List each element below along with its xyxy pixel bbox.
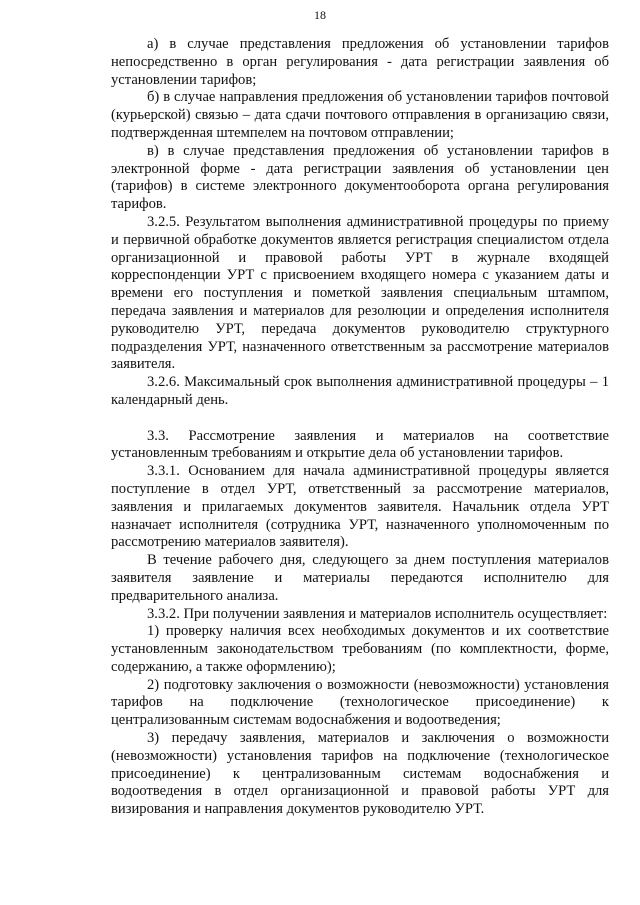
section-heading-3-3: 3.3. Рассмотрение заявления и материалов на соответствие установленным требованиям и открытие дела об установлении тарифов. xyxy=(111,427,609,462)
paragraph-3-3-1: 3.3.1. Основанием для начала административной процедуры является поступление в отдел УРТ, ответственный за рассмотрение материалов, заявления и прилагаемых документов заявителя. Начальник отдела УРТ назначает исполнителя (сотрудника УРТ, назначенного уполномоченным по рассмотрению материалов заявителя). xyxy=(111,463,609,551)
paragraph-working-day: В течение рабочего дня, следующего за днем поступления материалов заявителя заявление и материалы передаются исполнителю для предварительного анализа. xyxy=(111,552,609,604)
list-item-3: 3) передачу заявления, материалов и заключения о возможности (невозможности) установления тарифов на подключение (технологическое присоединение) к централизованным системам водоснабжения и водоотведения в отдел организационной и правовой работы УРТ для визирования и направления документов руководителю УРТ. xyxy=(111,730,609,818)
document-body xyxy=(111,36,609,819)
paragraph-b: б) в случае направления предложения об установлении тарифов почтовой (курьерской) связью – дата сдачи почтового отправления в организацию связи, подтвержденная штемпелем на почтовом отправлении; xyxy=(111,89,609,141)
paragraph-3-2-6: 3.2.6. Максимальный срок выполнения административной процедуры – 1 календарный день. xyxy=(111,374,609,408)
paragraph-a: а) в случае представления предложения об установлении тарифов непосредственно в орган регулирования - дата регистрации заявления об установлении тарифов; xyxy=(111,36,609,88)
paragraph-v: в) в случае представления предложения об установлении тарифов в электронной форме - дата регистрации заявления об установлении цен (тарифов) в системе электронного документооборота органа регулирования тарифов. xyxy=(111,142,609,213)
paragraph-3-3-2: 3.3.2. При получении заявления и материалов исполнитель осуществляет: xyxy=(147,605,608,622)
page-number: 18 xyxy=(314,8,326,22)
list-item-1: 1) проверку наличия всех необходимых документов и их соответствие установленным законодательством требованиям (по комплектности, форме, содержанию, а также оформлению); xyxy=(111,623,609,675)
list-item-2: 2) подготовку заключения о возможности (невозможности) установления тарифов на подключение (технологическое присоединение) к централизованным системам водоснабжения и водоотведения; xyxy=(111,676,609,729)
paragraph-3-2-5: 3.2.5. Результатом выполнения административной процедуры по приему и первичной обработке документов является регистрация специалистом отдела организационной и правовой работы УРТ в журнале входящей корреспонденции УРТ с присвоением входящего номера с указанием даты и времени его поступления и пометкой заявления специальным штампом, передача заявления и материалов для резолюции и определения исполнителя руководителю УРТ, передача документов руководителю структурного подразделения УРТ, назначенного ответственным за рассмотрение материалов заявителя. xyxy=(111,213,609,373)
